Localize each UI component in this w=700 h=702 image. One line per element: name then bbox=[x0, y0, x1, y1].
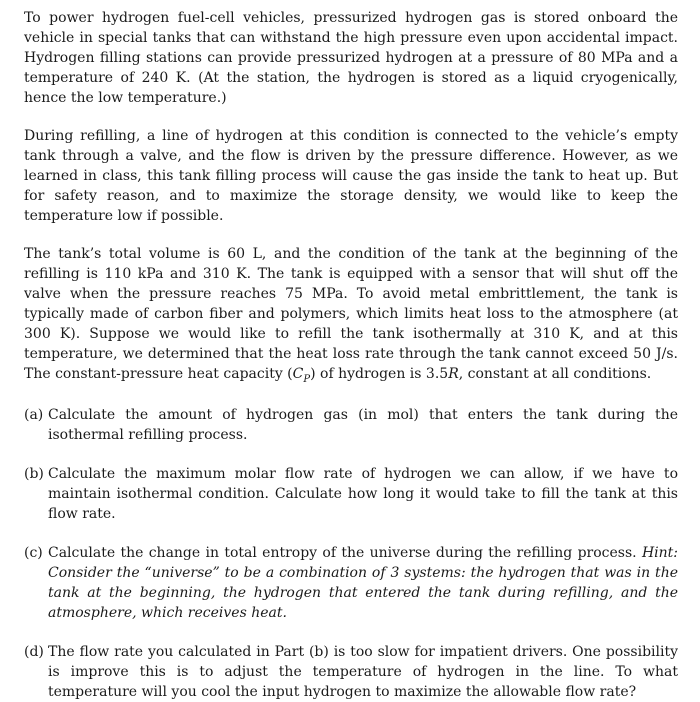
question-a bbox=[24, 405, 678, 445]
intro-paragraph-1: To power hydrogen fuel-cell vehicles, pressurized hydrogen gas is stored onboard the vehicle in special tanks that can withstand the high pressure even upon accidental impact. Hydrogen filling stations can provide pressurized hydrogen at a pressure of 80 MPa and a temperature of 240 K. (At the station, the hydrogen is stored as a liquid cryogenically, hence the low temperature.) bbox=[24, 10, 678, 106]
question-b-text: Calculate the maximum molar flow rate of hydrogen we can allow, if we have to maintain isothermal condition. Calculate how long it would take to fill the tank at this flow rate. bbox=[48, 466, 678, 522]
intro-paragraph-3 bbox=[24, 244, 678, 384]
cp-symbol: $C_P$ bbox=[292, 366, 311, 385]
question-b bbox=[24, 464, 678, 524]
intro-paragraph-2: During refilling, a line of hydrogen at this condition is connected to the vehicle’s empty tank through a valve, and the flow is driven by the pressure difference. However, as we learned in class, this tank filling process will cause the gas inside the tank to heat up. But for safety reason, and to maximize the storage density, we would like to keep the temperature low if possible. bbox=[24, 128, 678, 224]
intro-p3-text-mid: ) of hydrogen is 3.5 bbox=[310, 366, 449, 382]
question-c-hint: Hint: Consider the “universe” to be a combination of 3 systems: the hydrogen that was in the tank at the beginning, the hydrogen that entered the tank during refilling, and the atmosphere, which receives heat. bbox=[48, 545, 678, 621]
question-d bbox=[24, 642, 678, 702]
question-d-label: (d) bbox=[24, 644, 44, 660]
intro-p3-text-end: , constant at all conditions. bbox=[458, 366, 652, 382]
question-c-text: Calculate the change in total entropy of the universe during the refilling process. bbox=[48, 545, 642, 561]
question-a-label: (a) bbox=[24, 407, 44, 423]
question-b-label: (b) bbox=[24, 466, 44, 482]
question-c-label: (c) bbox=[24, 545, 43, 561]
question-d-text: The flow rate you calculated in Part (b) is too slow for impatient drivers. One possibility is improve this is to adjust the temperature of hydrogen in the line. To what temperature will you cool the input hydrogen to maximize the allowable flow rate? bbox=[48, 644, 678, 700]
question-a-text: Calculate the amount of hydrogen gas (in mol) that enters the tank during the isothermal refilling process. bbox=[48, 407, 678, 443]
question-c-body bbox=[48, 543, 678, 623]
question-c bbox=[24, 543, 678, 623]
gas-constant-symbol: R bbox=[448, 366, 459, 382]
intro-p3-text-start: The tank’s total volume is 60 L, and the condition of the tank at the beginning of the refilling is 110 kPa and 310 K. The tank is equipped with a sensor that will shut off the valve when the pressure reaches 75 MPa. To avoid metal embrittlement, the tank is typically made of carbon fiber and polymers, which limits heat loss to the atmosphere (at 300 K). Suppose we would like to refill the tank isothermally at 310 K, and at this temperature, we determined that the heat loss rate through the tank cannot exceed 50 J/s. The constant-pressure heat capacity ( bbox=[24, 246, 678, 382]
